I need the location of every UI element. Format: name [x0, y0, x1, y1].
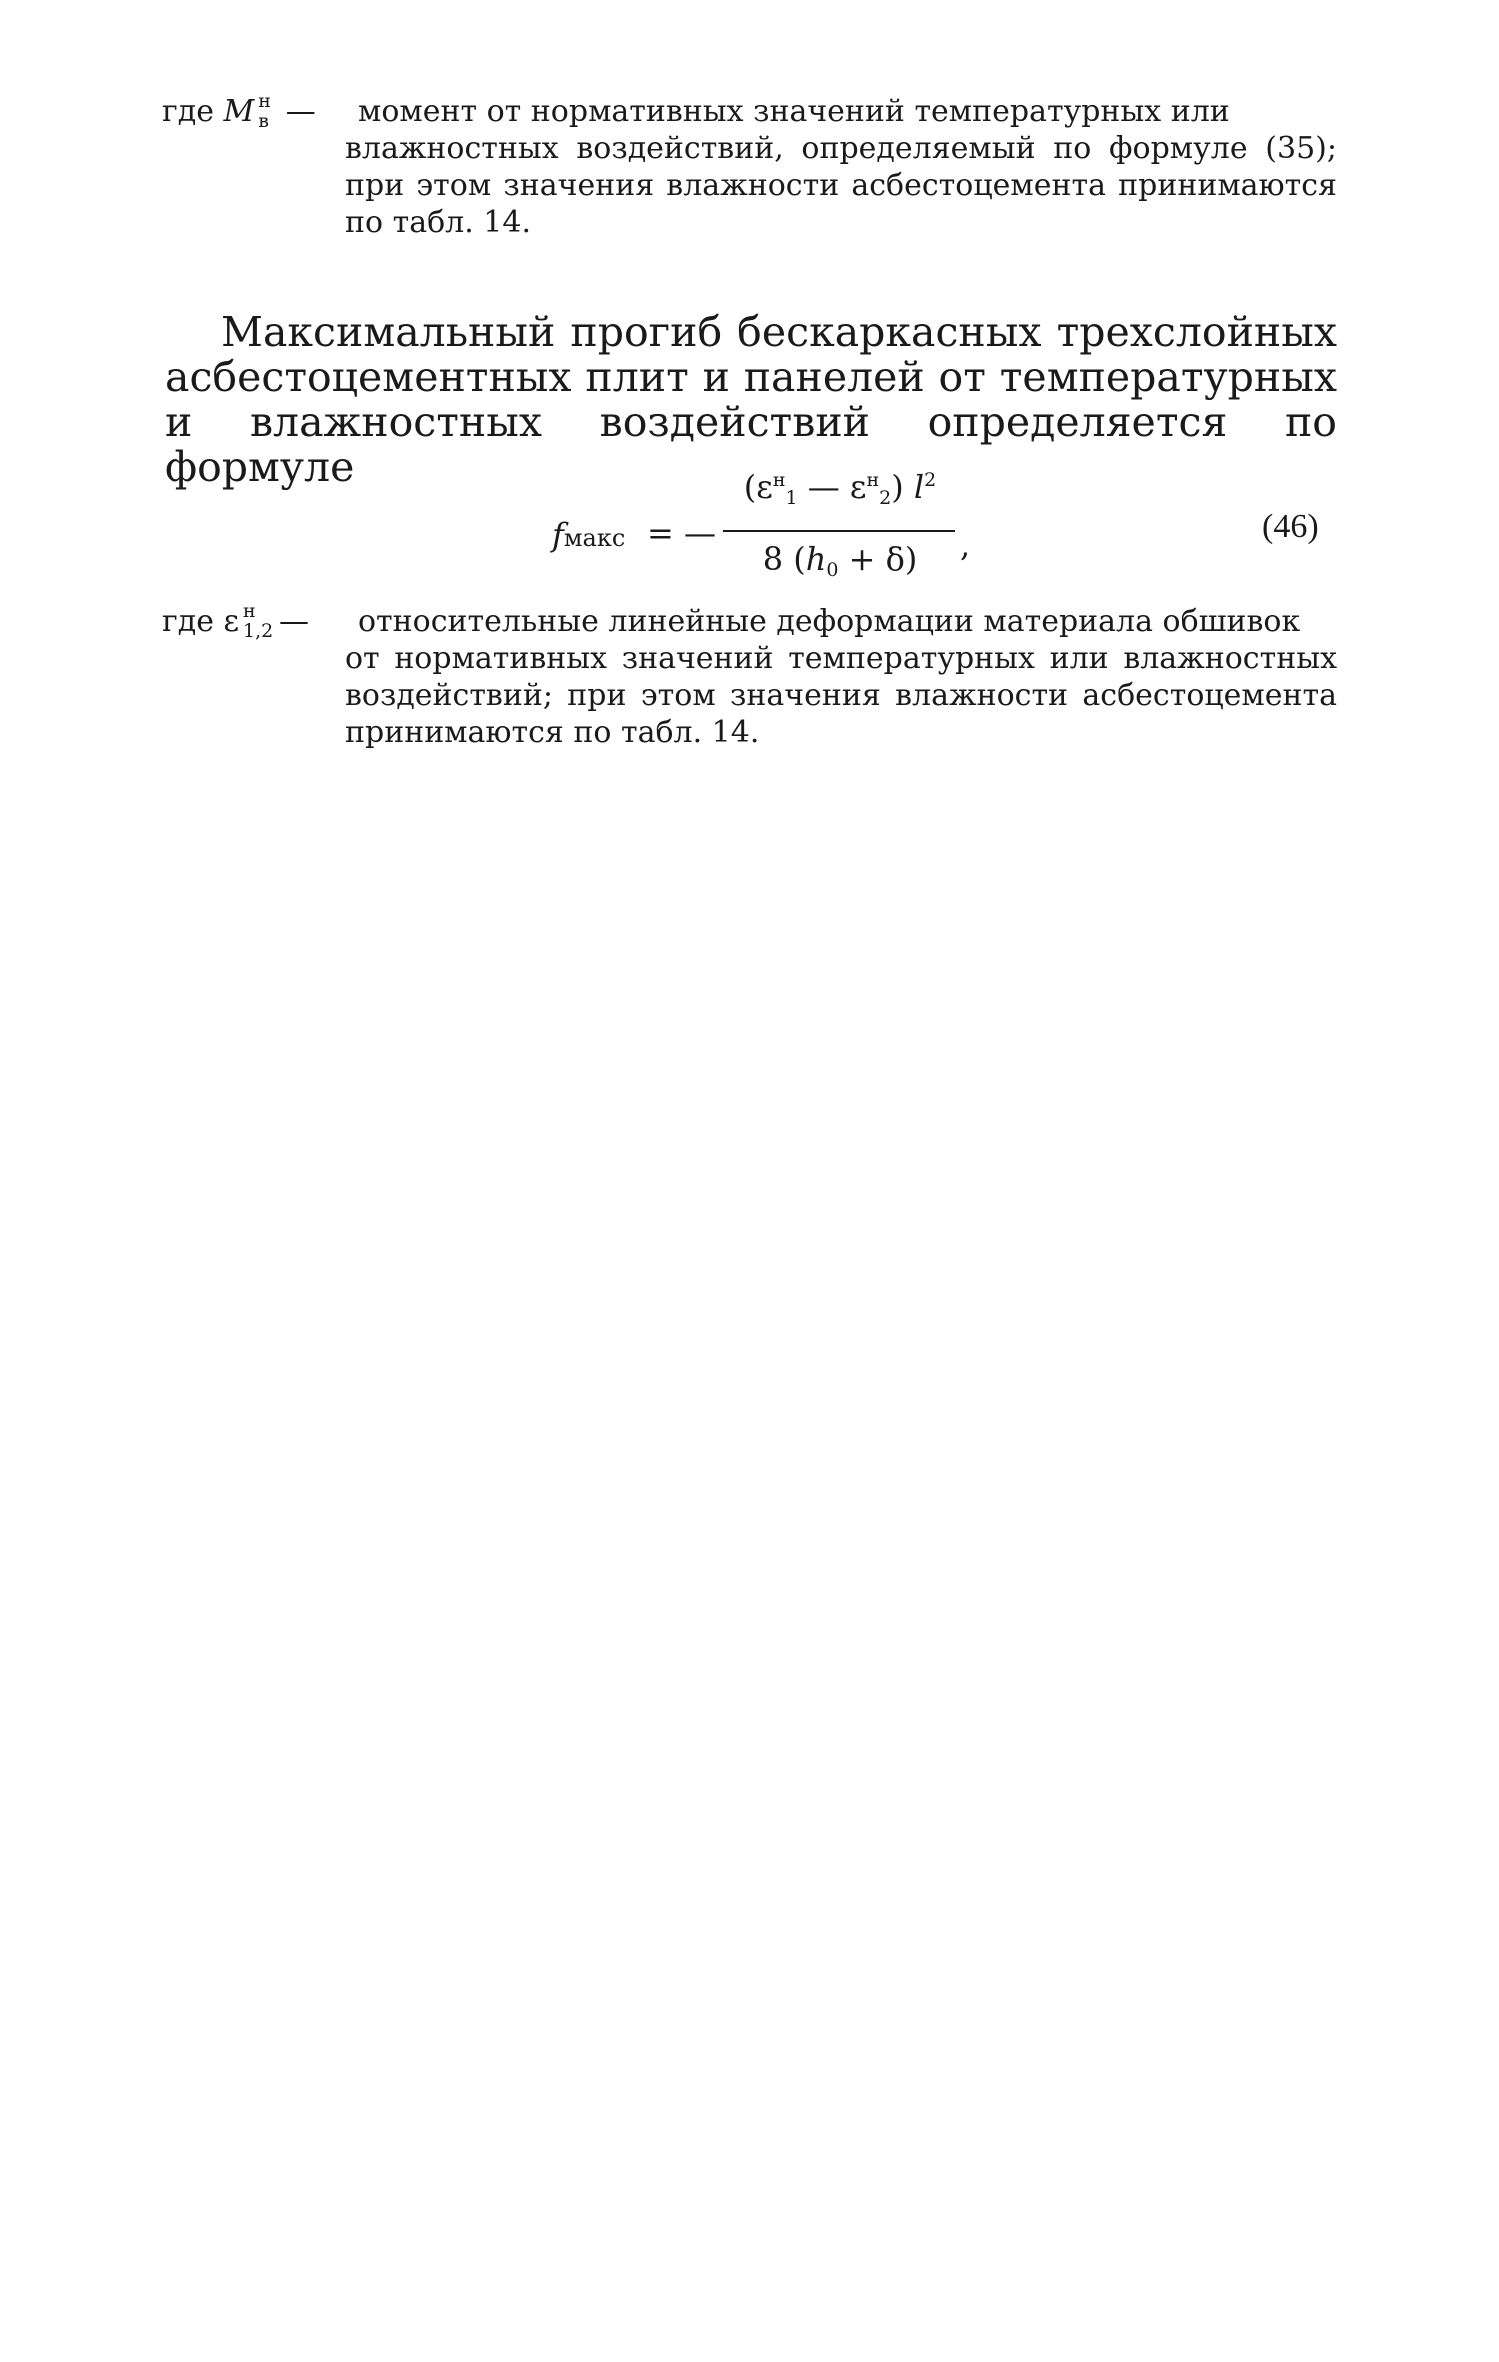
paragraph-max-deflection: Максимальный прогиб бескаркасных трехслойных асбестоцементных плит и панелей от температурных и влажностных воздействий определяется по формуле [165, 308, 1337, 491]
definition-moment [162, 90, 1337, 241]
symbol-m-subscript: в [258, 110, 269, 132]
numerator-close: ) [891, 468, 914, 506]
numerator-sub1: 1 [785, 487, 798, 509]
denominator-h-subscript: 0 [826, 559, 839, 581]
definition-deformation-text-line1: относительные линейные деформации материала обшивок [358, 604, 1301, 639]
denominator-rest: + δ) [838, 540, 918, 578]
formula-fraction-bar [723, 530, 955, 532]
formula-lhs [552, 516, 625, 554]
numerator-minus: — ε [797, 468, 867, 506]
definition-dash: — [276, 94, 316, 129]
definition-moment-text-rest: влажностных воздействий, определяемый по формуле (35); при этом значения влажности асбестоцемента принимаются по табл. 14. [345, 131, 1337, 240]
definition-moment-term [162, 90, 358, 132]
denominator-h: h [805, 540, 827, 578]
epsilon-subscript: 1,2 [243, 620, 274, 642]
numerator-power: 2 [924, 469, 937, 491]
formula-numerator [730, 468, 950, 509]
definition-deformation-term [162, 600, 358, 642]
numerator-l: l [913, 468, 925, 506]
definition-moment-first-line [162, 90, 1337, 132]
epsilon-superscript: н [243, 600, 256, 622]
symbol-m-indices [254, 90, 276, 132]
definition-deformation-first-line [162, 600, 1337, 642]
definition-deformation [162, 600, 1337, 751]
where-epsilon: где ε [162, 604, 240, 639]
formula-lhs-subscript: макс [563, 524, 626, 552]
symbol-m: M [223, 94, 255, 129]
formula-equals-minus: = — [647, 514, 716, 552]
definition-moment-text-line1: момент от нормативных значений температурных или [358, 94, 1230, 129]
numerator-sub2: 2 [879, 487, 892, 509]
where-word: где [162, 94, 224, 129]
formula-denominator [730, 540, 950, 581]
formula-comma: , [960, 526, 971, 564]
denominator-eight: 8 ( [762, 540, 806, 578]
numerator-sup2: н [866, 469, 880, 491]
definition-deformation-text-rest: от нормативных значений температурных или влажностных воздействий; при этом значения влажности асбестоцемента принимаются по табл. 14. [345, 641, 1337, 750]
numerator-sup1: н [772, 469, 786, 491]
formula-46 [540, 468, 1340, 603]
definition-dash: — [279, 604, 310, 639]
numerator-open: (ε [743, 468, 773, 506]
epsilon-indices [239, 600, 279, 642]
formula-lhs-symbol: f [552, 516, 564, 554]
formula-number: (46) [1262, 508, 1319, 545]
symbol-m-superscript: н [258, 90, 271, 112]
